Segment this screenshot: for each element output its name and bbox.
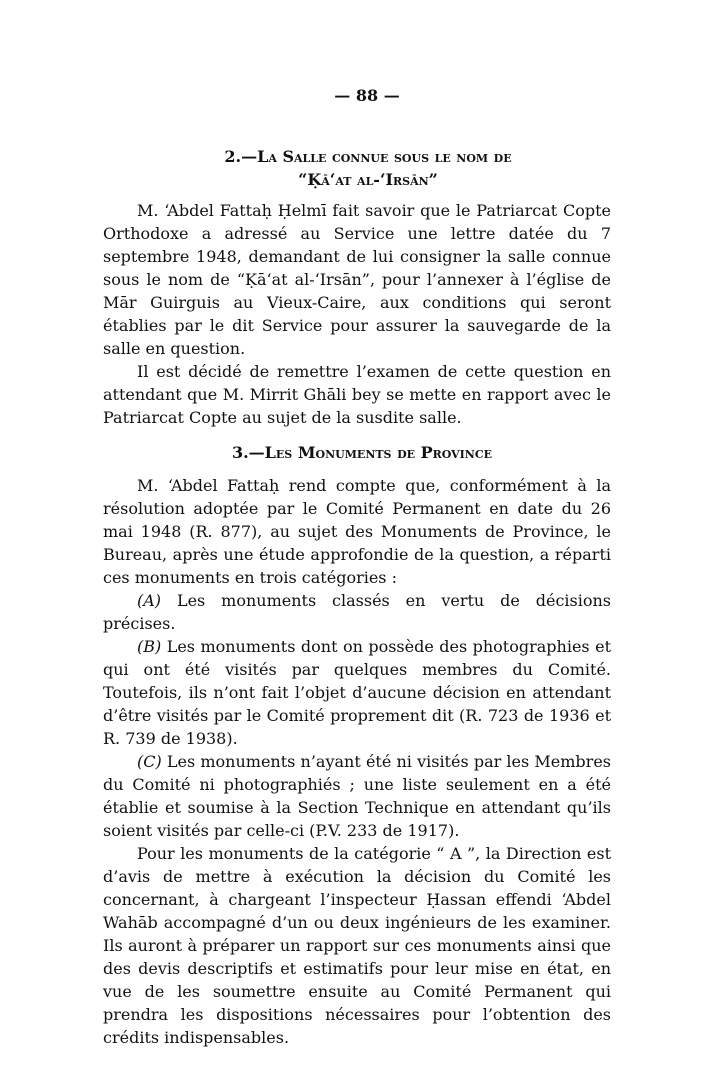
section-3-heading: 3.—Les Monuments de Province [231,443,493,462]
section-3-intro: M. ‘Abdel Fattaḥ rend compte que, conformément à la résolution adoptée par le Comité Permanent en date du 26 mai 1948 (R. 877), au sujet des Monuments de Province, le Bureau, après une étude approfondie de la question, a réparti ces monuments en trois catégories : [103,476,611,587]
section-3-item-a [103,589,611,635]
item-b-text: Les monuments dont on possède des photographies et qui ont été visités par quelques membres du Comité. Toutefois, ils n’ont fait l’objet d’aucune décision en attendant d’être visités par le Comité proprement dit (R. 723 de 1936 et R. 739 de 1938). [103,637,611,748]
section-3-item-b [103,635,611,750]
item-a-text: Les monuments classés en vertu de décisions précises. [103,591,611,633]
section-3-item-c [103,750,611,842]
section-2-heading-line2: “Ḳā‘at al-‘Irsān” [298,170,438,189]
item-c-label: (C) [137,752,162,771]
section-2-paragraph-2: Il est décidé de remettre l’examen de cette question en attendant que M. Mirrit Ghāli bey se mette en rapport avec le Patriarcat Copte au sujet de la susdite salle. [103,362,611,427]
section-2-heading [103,145,611,191]
item-b-label: (B) [137,637,162,656]
section-2-paragraph-1: M. ‘Abdel Fattaḥ Ḥelmī fait savoir que le Patriarcat Copte Orthodoxe a adressé au Service une lettre datée du 7 septembre 1948, demandant de lui consigner la salle connue sous le nom de “Ḳā‘at al-‘Irsān”, pour l’annexer à l’église de Mār Guirguis au Vieux-Caire, aux conditions qui seront établies par le dit Service pour assurer la sauvegarde de la salle en question. [103,201,611,358]
document-page [103,86,611,1049]
section-3-conclusion: Pour les monuments de la catégorie “ A ”, la Direction est d’avis de mettre à exécution la décision du Comité les concernant, à chargeant l’inspecteur Ḥassan effendi ‘Abdel Wahāb accompagné d’un ou deux ingénieurs de les examiner. Ils auront à préparer un rapport sur ces monuments ainsi que des devis descriptifs et estimatifs pour leur mise en état, en vue de les soumettre ensuite au Comité Permanent qui prendra les dispositions nécessaires pour l’obtention des crédits indispensables. [103,844,611,1047]
section-2-heading-line1: 2.—La Salle connue sous le nom de [224,147,512,166]
item-a-label: (A) [137,591,162,610]
page-number: — 88 — [334,86,400,105]
item-c-text: Les monuments n’ayant été ni visités par les Membres du Comité ni photographiés ; une liste seulement en a été établie et soumise à la Section Technique en attendant qu’ils soient visités par celle-ci (P.V. 233 de 1917). [103,752,611,840]
